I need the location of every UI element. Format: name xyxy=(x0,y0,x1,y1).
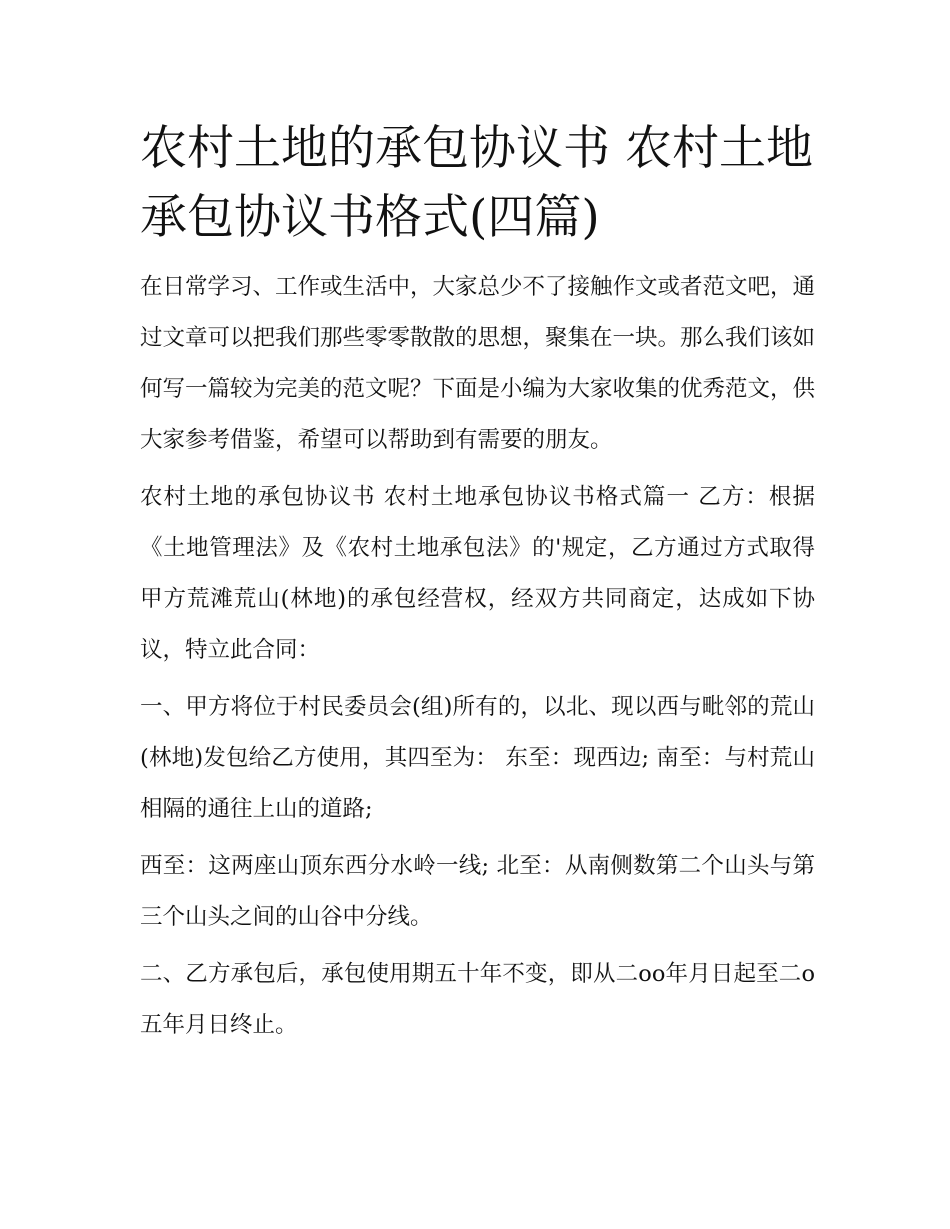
document-body xyxy=(140,262,815,1051)
document-page xyxy=(140,114,815,1057)
paragraph-intro: 在日常学习、工作或生活中，大家总少不了接触作文或者范文吧，通过文章可以把我们那些零零散散的思想，聚集在一块。那么我们该如何写一篇较为完美的范文呢？下面是小编为大家收集的优秀范文，供大家参考借鉴，希望可以帮助到有需要的朋友。 xyxy=(140,274,816,453)
paragraph-clause-one: 一、甲方将位于村民委员会(组)所有的，以北、现以西与毗邻的荒山(林地)发包给乙方使用，其四至为： 东至：现西边; 南至：与村荒山相隔的通往上山的道路; xyxy=(140,694,815,822)
document-title: 农村土地的承包协议书 农村土地承包协议书格式(四篇) xyxy=(140,121,813,245)
paragraph-clause-two: 二、乙方承包后，承包使用期五十年不变，即从二oo年月日起至二o五年月日终止。 xyxy=(140,961,815,1038)
paragraph-part-one: 农村土地的承包协议书 农村土地承包协议书格式篇一 乙方：根据《土地管理法》及《农村土地承包法》的'规定，乙方通过方式取得甲方荒滩荒山(林地)的承包经营权，经双方共同商定，达成如下协议，特立此合同： xyxy=(140,484,815,663)
paragraph-boundaries: 西至：这两座山顶东西分水岭一线; 北至：从南侧数第二个山头与第三个山头之间的山谷中分线。 xyxy=(140,853,815,930)
